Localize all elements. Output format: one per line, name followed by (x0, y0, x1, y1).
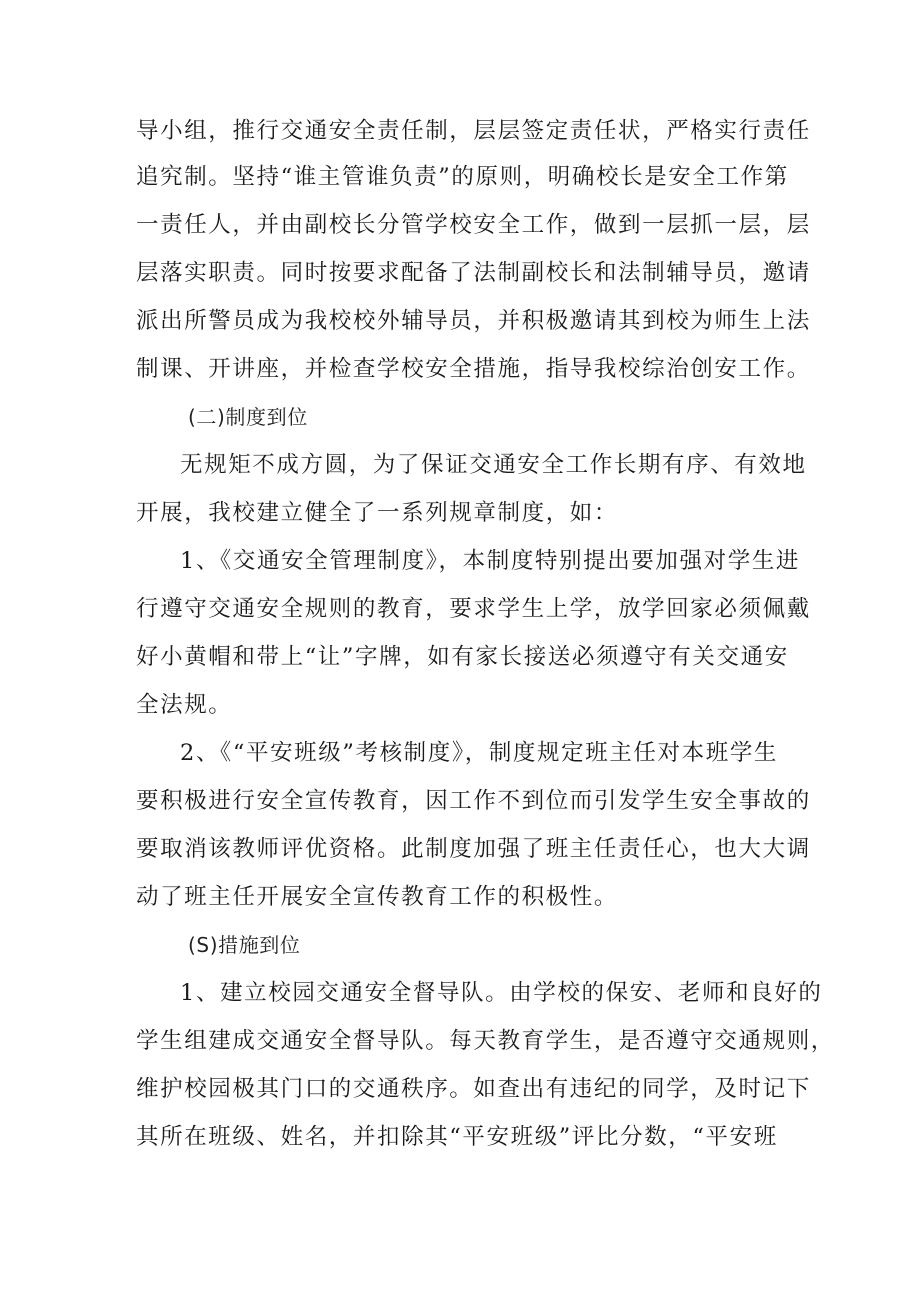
paragraph-line: 维护校园极其门口的交通秩序。如查出有违纪的同学，及时记下 (136, 1076, 811, 1102)
paragraph-line: 制课、开讲座，并检查学校安全措施，指导我校综治创安工作。 (136, 356, 811, 382)
paragraph-line: 要取消该教师评优资格。此制度加强了班主任责任心，也大大调 (136, 836, 811, 862)
paragraph-line: 派出所警员成为我校校外辅导员，并积极邀请其到校为师生上法 (136, 308, 811, 334)
paragraph-line: 行遵守交通安全规则的教育，要求学生上学，放学回家必须佩戴 (136, 596, 811, 622)
section-heading: (S)措施到位 (188, 933, 301, 957)
paragraph-line: 层落实职责。同时按要求配备了法制副校长和法制辅导员，邀请 (136, 260, 811, 286)
paragraph-line: 1、《交通安全管理制度》，本制度特别提出要加强对学生进 (180, 548, 801, 574)
paragraph-line: 学生组建成交通安全督导队。每天教育学生，是否遵守交通规则， (136, 1028, 835, 1054)
paragraph-line: 1、建立校园交通安全督导队。由学校的保安、老师和良好的 (180, 980, 823, 1006)
paragraph-line: 追究制。坚持“谁主管谁负责”的原则，明确校长是安全工作第 (136, 164, 789, 190)
paragraph-line: 一责任人，并由副校长分管学校安全工作，做到一层抓一层，层 (136, 212, 811, 238)
paragraph-line: 全法规。 (136, 692, 233, 718)
paragraph-line: 开展，我校建立健全了一系列规章制度，如： (136, 500, 619, 526)
paragraph-line: 其所在班级、姓名，并扣除其“平安班级”评比分数，“平安班 (136, 1124, 778, 1150)
paragraph-line: 好小黄帽和带上“让”字牌，如有家长接送必须遵守有关交通安 (136, 644, 789, 670)
paragraph-line: 导小组，推行交通安全责任制，层层签定责任状，严格实行责任 (136, 118, 811, 144)
paragraph-line: 2、《“平安班级”考核制度》，制度规定班主任对本班学生 (180, 740, 779, 766)
section-heading: (二)制度到位 (188, 405, 308, 429)
paragraph-line: 无规矩不成方圆，为了保证交通安全工作长期有序、有效地 (180, 452, 807, 478)
paragraph-line: 动了班主任开展安全宣传教育工作的积极性。 (136, 884, 619, 910)
paragraph-line: 要积极进行安全宣传教育，因工作不到位而引发学生安全事故的 (136, 788, 811, 814)
